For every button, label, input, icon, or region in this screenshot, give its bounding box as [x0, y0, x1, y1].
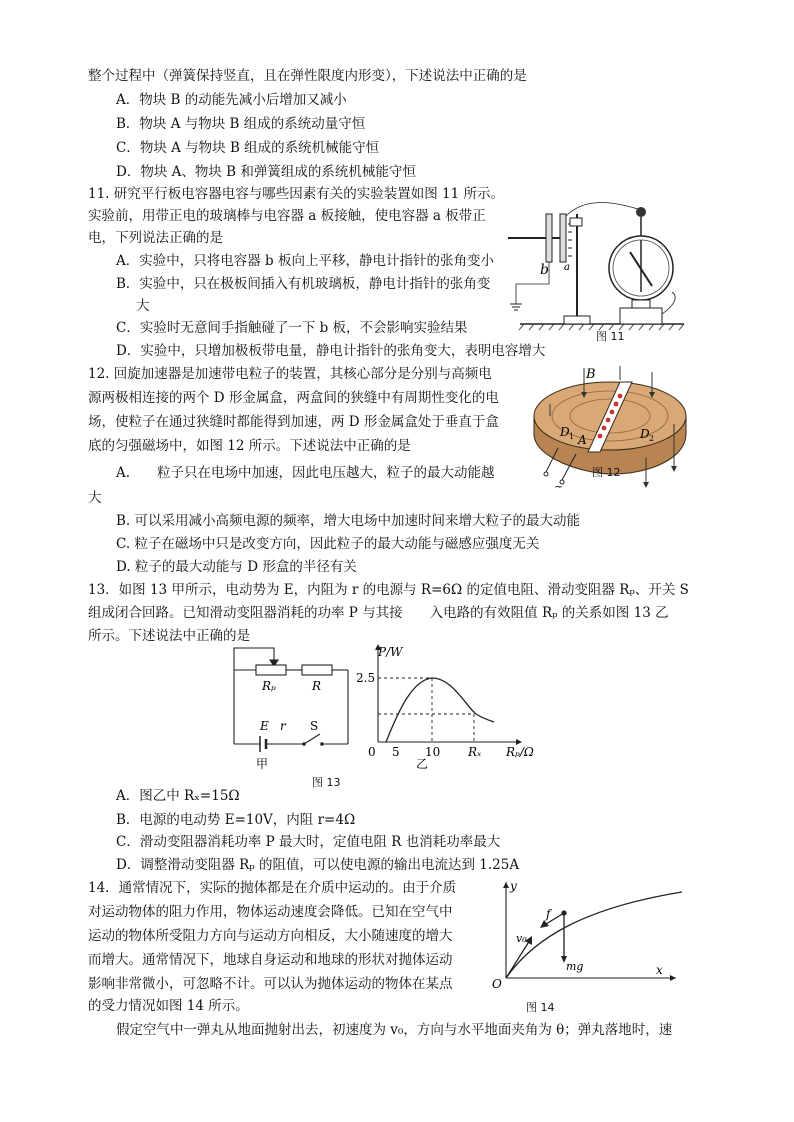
q13-option-d: D．调整滑动变阻器 Rₚ 的阻值，可以使电源的输出电流达到 1.25A	[116, 857, 520, 873]
q12-option-d: D. 粒子的最大动能与 D 形盒的半径有关	[116, 559, 357, 575]
q11-stem-line1: 11. 研究平行板电容器电容与哪些因素有关的实验装置如图 11 所示。	[88, 186, 505, 202]
q13-stem-line3: 所示。下述说法中正确的是	[88, 628, 250, 644]
q14-stem-line4: 而增大。通常情况下，地球自身运动和地球的形状对抛体运动	[88, 952, 453, 968]
q13-option-c: C．滑动变阻器消耗功率 P 最大时，定值电阻 R 也消耗功率最大	[116, 834, 501, 850]
q14-stem-line5: 影响非常微小，可忽略不计。可以认为抛体运动的物体在某点	[88, 976, 453, 992]
origin-label: O	[492, 977, 502, 991]
q10-option-d: D．物块 A、物块 B 和弹簧组成的系统机械能守恒	[116, 164, 416, 180]
q10-option-b: B．物块 A 与物块 B 组成的系统动量守恒	[116, 116, 366, 132]
q11-option-c: C．实验时无意间手指触碰了一下 b 板，不会影响实验结果	[116, 320, 468, 336]
q11-option-b-cont: 大	[136, 298, 150, 314]
q12-option-b: B. 可以采用减小高频电源的频率，增大电场中加速时间来增大粒子的最大动能	[116, 513, 581, 529]
axis-x-label: x	[656, 963, 663, 977]
q10-option-c: C．物块 A 与物块 B 组成的系统机械能守恒	[116, 140, 380, 156]
label-a: A	[578, 433, 587, 447]
plate-b-label: b	[540, 262, 549, 278]
mg-label: mg	[566, 960, 584, 973]
r-fixed-label: R	[312, 679, 322, 693]
figure-13-circuit	[226, 642, 356, 770]
v0-label: v₀	[516, 932, 527, 945]
q11-option-b: B．实验中，只在极板间插入有机玻璃板，静电计指针的张角变	[116, 276, 491, 292]
figure-14-projectile-forces	[484, 878, 684, 998]
yi-label: 乙	[416, 757, 429, 770]
d2-label: D	[640, 427, 650, 441]
q13-option-a: A．图乙中 Rₓ=15Ω	[116, 788, 240, 804]
plate-a-label: a	[564, 262, 570, 273]
jia-label: 甲	[256, 757, 269, 770]
d1-subscript: 1	[569, 432, 575, 441]
graph-xtick-0: 0	[368, 745, 376, 759]
q10-stem-tail: 整个过程中（弹簧保持竖直，且在弹性限度内形变），下述说法中正确的是	[88, 68, 527, 84]
emf-label: E	[260, 719, 269, 733]
q11-option-a: A．实验中，只将电容器 b 板向上平移，静电计指针的张角变小	[116, 253, 494, 269]
q13-option-b: B．电源的电动势 E=10V，内阻 r=4Ω	[116, 812, 356, 828]
q14-stem-line1: 14．通常情况下，实际的抛体都是在介质中运动的。由于介质	[88, 880, 457, 896]
figure-14-caption: 图 14	[526, 1001, 555, 1014]
q14-paragraph-2: 假定空气中一弹丸从地面抛射出去，初速度为 v₀，方向与水平地面夹角为 θ；弹丸落地时，速	[116, 1022, 673, 1038]
q14-stem-line2: 对运动物体的阻力作用，物体运动速度会降低。已知在空气中	[88, 904, 453, 920]
d1-label: D	[560, 425, 570, 439]
d2-subscript: 2	[649, 434, 655, 443]
graph-ytick: 2.5	[356, 671, 376, 685]
q12-stem-line3: 场，使粒子在通过狭缝时都能得到加速，两 D 形金属盒处于垂直于盒	[88, 414, 499, 430]
q12-option-c: C. 粒子在磁场中只是改变方向，因此粒子的最大动能与磁感应强度无关	[116, 536, 540, 552]
graph-xtick-rx: Rₓ	[468, 745, 482, 759]
graph-xtick-5: 5	[392, 745, 400, 759]
q12-stem-line1: 12. 回旋加速器是加速带电粒子的装置，其核心部分是分别与高频电	[88, 366, 492, 382]
drag-f-label: f	[546, 907, 551, 921]
q12-option-a-cont: 大	[88, 490, 102, 506]
graph-ylabel: P/W	[378, 645, 403, 659]
axis-y-label: y	[510, 879, 517, 893]
figure-13-caption: 图 13	[312, 776, 341, 789]
q13-stem-line2: 组成闭合回路。已知滑动变阻器消耗的功率 P 与其接 入电路的有效阻值 Rₚ 的关系如图 13 乙	[88, 605, 669, 621]
q11-stem-line3: 电，下列说法正确的是	[88, 230, 223, 246]
figure-11-capacitor-electroscope	[506, 196, 688, 338]
q14-stem-line3: 运动的物体所受阻力方向与运动方向相反，大小随速度的增大	[88, 928, 453, 944]
graph-xtick-10: 10	[425, 745, 441, 759]
switch-label: S	[310, 719, 319, 733]
rp-label: Rₚ	[262, 679, 276, 693]
figure-12-caption: 图 12	[592, 466, 621, 479]
graph-xlabel: Rₚ/Ω	[506, 745, 534, 759]
q13-stem-line1: 13．如图 13 甲所示，电动势为 E，内阻为 r 的电源与 R=6Ω 的定值电阻、滑动变阻器 Rₚ、开关 S	[88, 582, 689, 598]
figure-11-caption: 图 11	[596, 330, 625, 343]
q12-stem-line4: 底的匀强磁场中，如图 12 所示。下述说法中正确的是	[88, 438, 411, 454]
q14-stem-line6: 的受力情况如图 14 所示。	[88, 998, 249, 1014]
field-b-label: B	[586, 367, 596, 382]
internal-r-label: r	[280, 719, 286, 733]
q12-option-a: A. 粒子只在电场中加速，因此电压越大，粒子的最大动能越	[116, 465, 495, 481]
ac-symbol: ~	[554, 480, 564, 490]
q11-stem-line2: 实验前，用带正电的玻璃棒与电容器 a 板接触，使电容器 a 板带正	[88, 208, 486, 224]
figure-13-power-graph	[356, 642, 542, 770]
q11-option-d: D．实验中，只增加极板带电量，静电计指针的张角变大，表明电容增大	[116, 343, 546, 359]
q12-stem-line2: 源两极相连接的两个 D 形金属盒，两盒间的狭缝中有周期性变化的电	[88, 390, 499, 406]
q10-option-a: A．物块 B 的动能先减小后增加又减小	[116, 92, 347, 108]
